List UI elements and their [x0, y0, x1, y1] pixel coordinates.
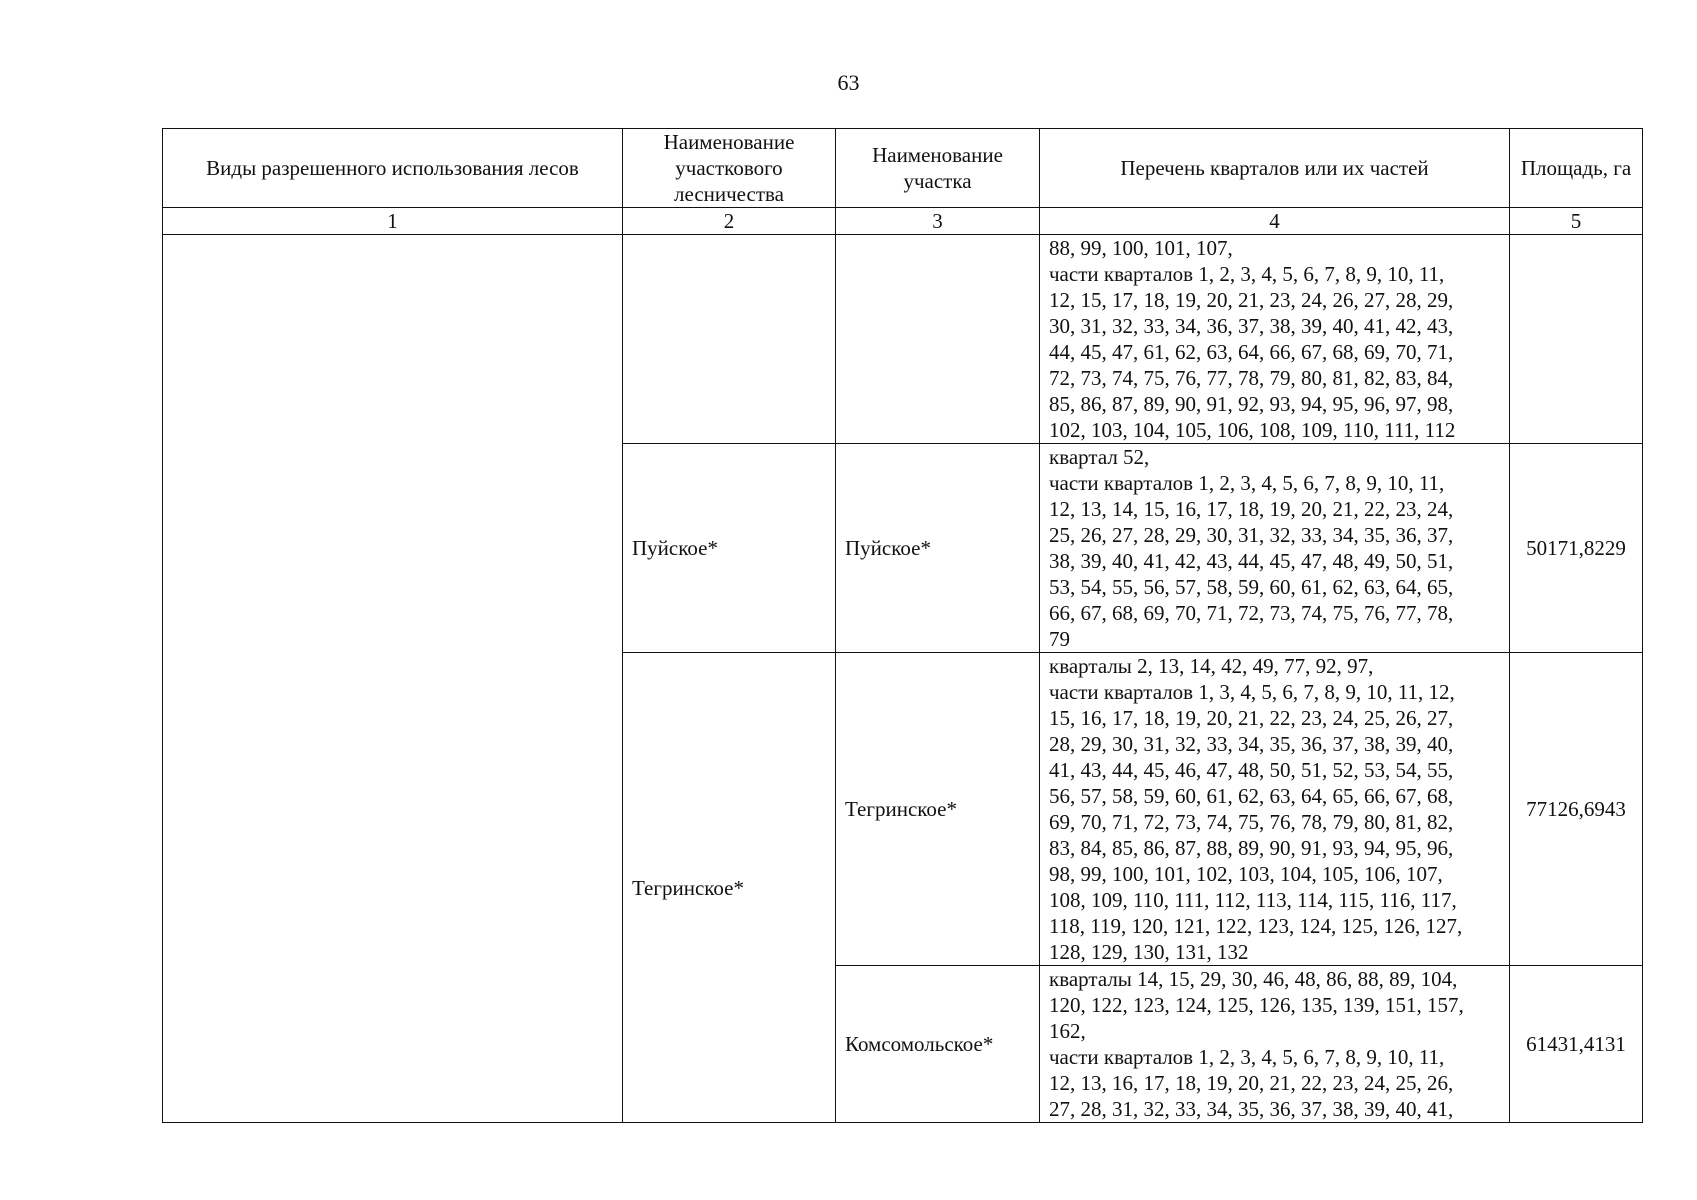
quarters-cell: кварталы 2, 13, 14, 42, 49, 77, 92, 97, части кварталов 1, 3, 4, 5, 6, 7, 8, 9, 10, 11, 12, 15, 16, 17, 18, 19, 20, 21, 22, 23, 24, 25, 26, 27, 28, 29, 30, 31, 32, 33, 34, 35, 36, 37, 38, 39, 40, 41, 43, 44, 45, 46, 47, 48, 50, 51, 52, 53, 54, 55, 56, 57, 58, 59, 60, 61, 62, 63, 64, 65, 66, 67, 68, 69, 70, 71, 72, 73, 74, 75, 76, 78, 79, 80, 81, 82, 83, 84, 85, 86, 87, 88, 89, 90, 91, 93, 94, 95, 96, 98, 99, 100, 101, 102, 103, 104, 105, 106, 107, 108, 109, 110, 111, 112, 113, 114, 115, 116, 117, 118, 119, 120, 121, 122, 123, 124, 125, 126, 127, 128, 129, 130, 131, 132: [1040, 653, 1510, 966]
quarters-cell: 88, 99, 100, 101, 107, части кварталов 1, 2, 3, 4, 5, 6, 7, 8, 9, 10, 11, 12, 15, 17, 18, 19, 20, 21, 23, 24, 26, 27, 28, 29, 30, 31, 32, 33, 34, 36, 37, 38, 39, 40, 41, 42, 43, 44, 45, 47, 61, 62, 63, 64, 66, 67, 68, 69, 70, 71, 72, 73, 74, 75, 76, 77, 78, 79, 80, 81, 82, 83, 84, 85, 86, 87, 89, 90, 91, 92, 93, 94, 95, 96, 97, 98, 102, 103, 104, 105, 106, 108, 109, 110, 111, 112: [1040, 235, 1510, 444]
forestry-cell: [623, 235, 836, 444]
table-header-row: [163, 129, 1643, 208]
column-number: 3: [836, 208, 1040, 235]
header-forestry-name: Наименование участкового лесничества: [623, 129, 836, 208]
header-permitted-use: Виды разрешенного использования лесов: [163, 129, 623, 208]
column-number: 2: [623, 208, 836, 235]
area-cell: 50171,8229: [1510, 444, 1643, 653]
permitted-use-cell: [163, 235, 623, 1123]
forestry-cell: Пуйское*: [623, 444, 836, 653]
quarters-cell: квартал 52, части кварталов 1, 2, 3, 4, 5, 6, 7, 8, 9, 10, 11, 12, 13, 14, 15, 16, 17, 18, 19, 20, 21, 22, 23, 24, 25, 26, 27, 28, 29, 30, 31, 32, 33, 34, 35, 36, 37, 38, 39, 40, 41, 42, 43, 44, 45, 47, 48, 49, 50, 51, 53, 54, 55, 56, 57, 58, 59, 60, 61, 62, 63, 64, 65, 66, 67, 68, 69, 70, 71, 72, 73, 74, 75, 76, 77, 78, 79: [1040, 444, 1510, 653]
column-number-row: [163, 208, 1643, 235]
forestry-cell: Тегринское*: [623, 653, 836, 1123]
column-number: 4: [1040, 208, 1510, 235]
column-number: 5: [1510, 208, 1643, 235]
site-cell: Пуйское*: [836, 444, 1040, 653]
table-row: [163, 235, 1643, 444]
area-cell: 61431,4131: [1510, 966, 1643, 1123]
forest-use-table: [162, 128, 1643, 1123]
header-site-name: Наименование участка: [836, 129, 1040, 208]
quarters-cell: кварталы 14, 15, 29, 30, 46, 48, 86, 88, 89, 104, 120, 122, 123, 124, 125, 126, 135, 139, 151, 157, 162, части кварталов 1, 2, 3, 4, 5, 6, 7, 8, 9, 10, 11, 12, 13, 16, 17, 18, 19, 20, 21, 22, 23, 24, 25, 26, 27, 28, 31, 32, 33, 34, 35, 36, 37, 38, 39, 40, 41,: [1040, 966, 1510, 1123]
area-cell: 77126,6943: [1510, 653, 1643, 966]
page-number: 63: [837, 70, 860, 95]
column-number: 1: [163, 208, 623, 235]
area-cell: [1510, 235, 1643, 444]
header-area: Площадь, га: [1510, 129, 1643, 208]
site-cell: Тегринское*: [836, 653, 1040, 966]
site-cell: [836, 235, 1040, 444]
site-cell: Комсомольское*: [836, 966, 1040, 1123]
header-quarters-list: Перечень кварталов или их частей: [1040, 129, 1510, 208]
